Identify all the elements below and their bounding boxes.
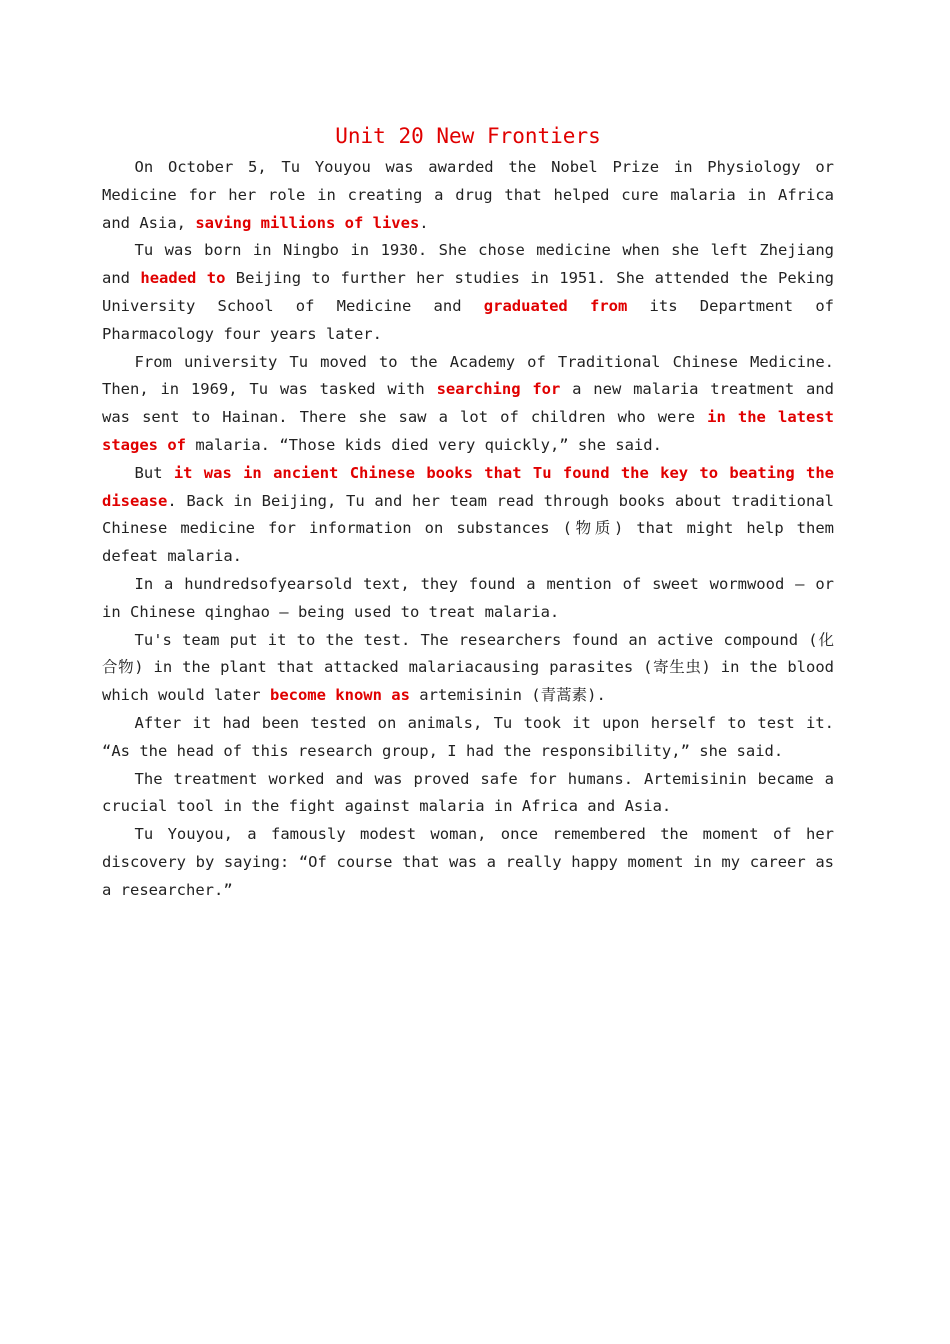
highlighted-phrase: headed to	[140, 269, 226, 288]
paragraph-1	[102, 154, 834, 237]
document-page	[102, 118, 834, 905]
highlighted-phrase: in the latest stages of	[102, 408, 834, 454]
text-segment: But	[134, 463, 174, 482]
text-segment: . Back in Beijing, Tu and her team read through books about traditional Chinese medicine for information on substances (物质) that might help them defeat malaria.	[102, 491, 834, 566]
paragraph-8	[102, 766, 834, 822]
text-segment: Beijing to further her studies in 1951. She attended the Peking University School of Medicine and	[102, 269, 835, 315]
text-segment: Tu was born in Ningbo in 1930. She chose medicine when she left Zhejiang and	[102, 241, 834, 288]
text-segment: artemisinin (青蒿素).	[409, 686, 606, 705]
highlighted-phrase: searching for	[436, 380, 561, 399]
text-segment: Tu's team put it to the test. The researchers found an active compound (化合物) in the plant that attacked malariacausing parasites (寄生虫) in the blood which would later	[102, 630, 834, 705]
paragraph-4	[102, 460, 834, 571]
text-segment: Tu Youyou, a famously modest woman, once remembered the moment of her discovery by saying: “Of course that was a really happy moment in my career as a researcher.”	[102, 825, 834, 899]
highlighted-phrase: become known as	[269, 686, 410, 705]
paragraph-5	[102, 571, 834, 627]
document-body	[102, 154, 834, 905]
paragraph-9	[102, 821, 834, 904]
text-segment: On October 5, Tu Youyou was awarded the Nobel Prize in Physiology or Medicine for her role in creating a drug that helped cure malaria in Africa and Asia,	[102, 158, 834, 232]
text-segment: From university Tu moved to the Academy of Traditional Chinese Medicine. Then, in 1969, Tu was tasked with	[102, 352, 834, 399]
text-segment: a new malaria treatment and was sent to Hainan. There she saw a lot of children who were	[102, 380, 834, 427]
text-segment: In a hundredsofyearsold text, they found a mention of sweet wormwood — or in Chinese qinghao — being used to treat malaria.	[102, 574, 834, 621]
text-segment: .	[419, 213, 429, 232]
paragraph-7	[102, 710, 834, 766]
document-title: Unit 20 New Frontiers	[335, 124, 601, 148]
highlighted-phrase: it was in ancient Chinese books that Tu found the key to beating the disease	[102, 463, 834, 510]
highlighted-phrase: graduated from	[483, 296, 628, 315]
text-segment: malaria. “Those kids died very quickly,” she said.	[186, 435, 662, 454]
highlighted-phrase: saving millions of lives	[195, 213, 420, 232]
paragraph-2	[102, 237, 834, 348]
text-segment: its Department of Pharmacology four years later.	[102, 296, 834, 343]
text-segment: The treatment worked and was proved safe for humans. Artemisinin became a crucial tool in the fight against malaria in Africa and Asia.	[102, 769, 834, 816]
paragraph-3	[102, 349, 834, 460]
paragraph-6	[102, 627, 834, 710]
text-segment: After it had been tested on animals, Tu took it upon herself to test it. “As the head of this research group, I had the responsibility,” she said.	[102, 713, 834, 760]
